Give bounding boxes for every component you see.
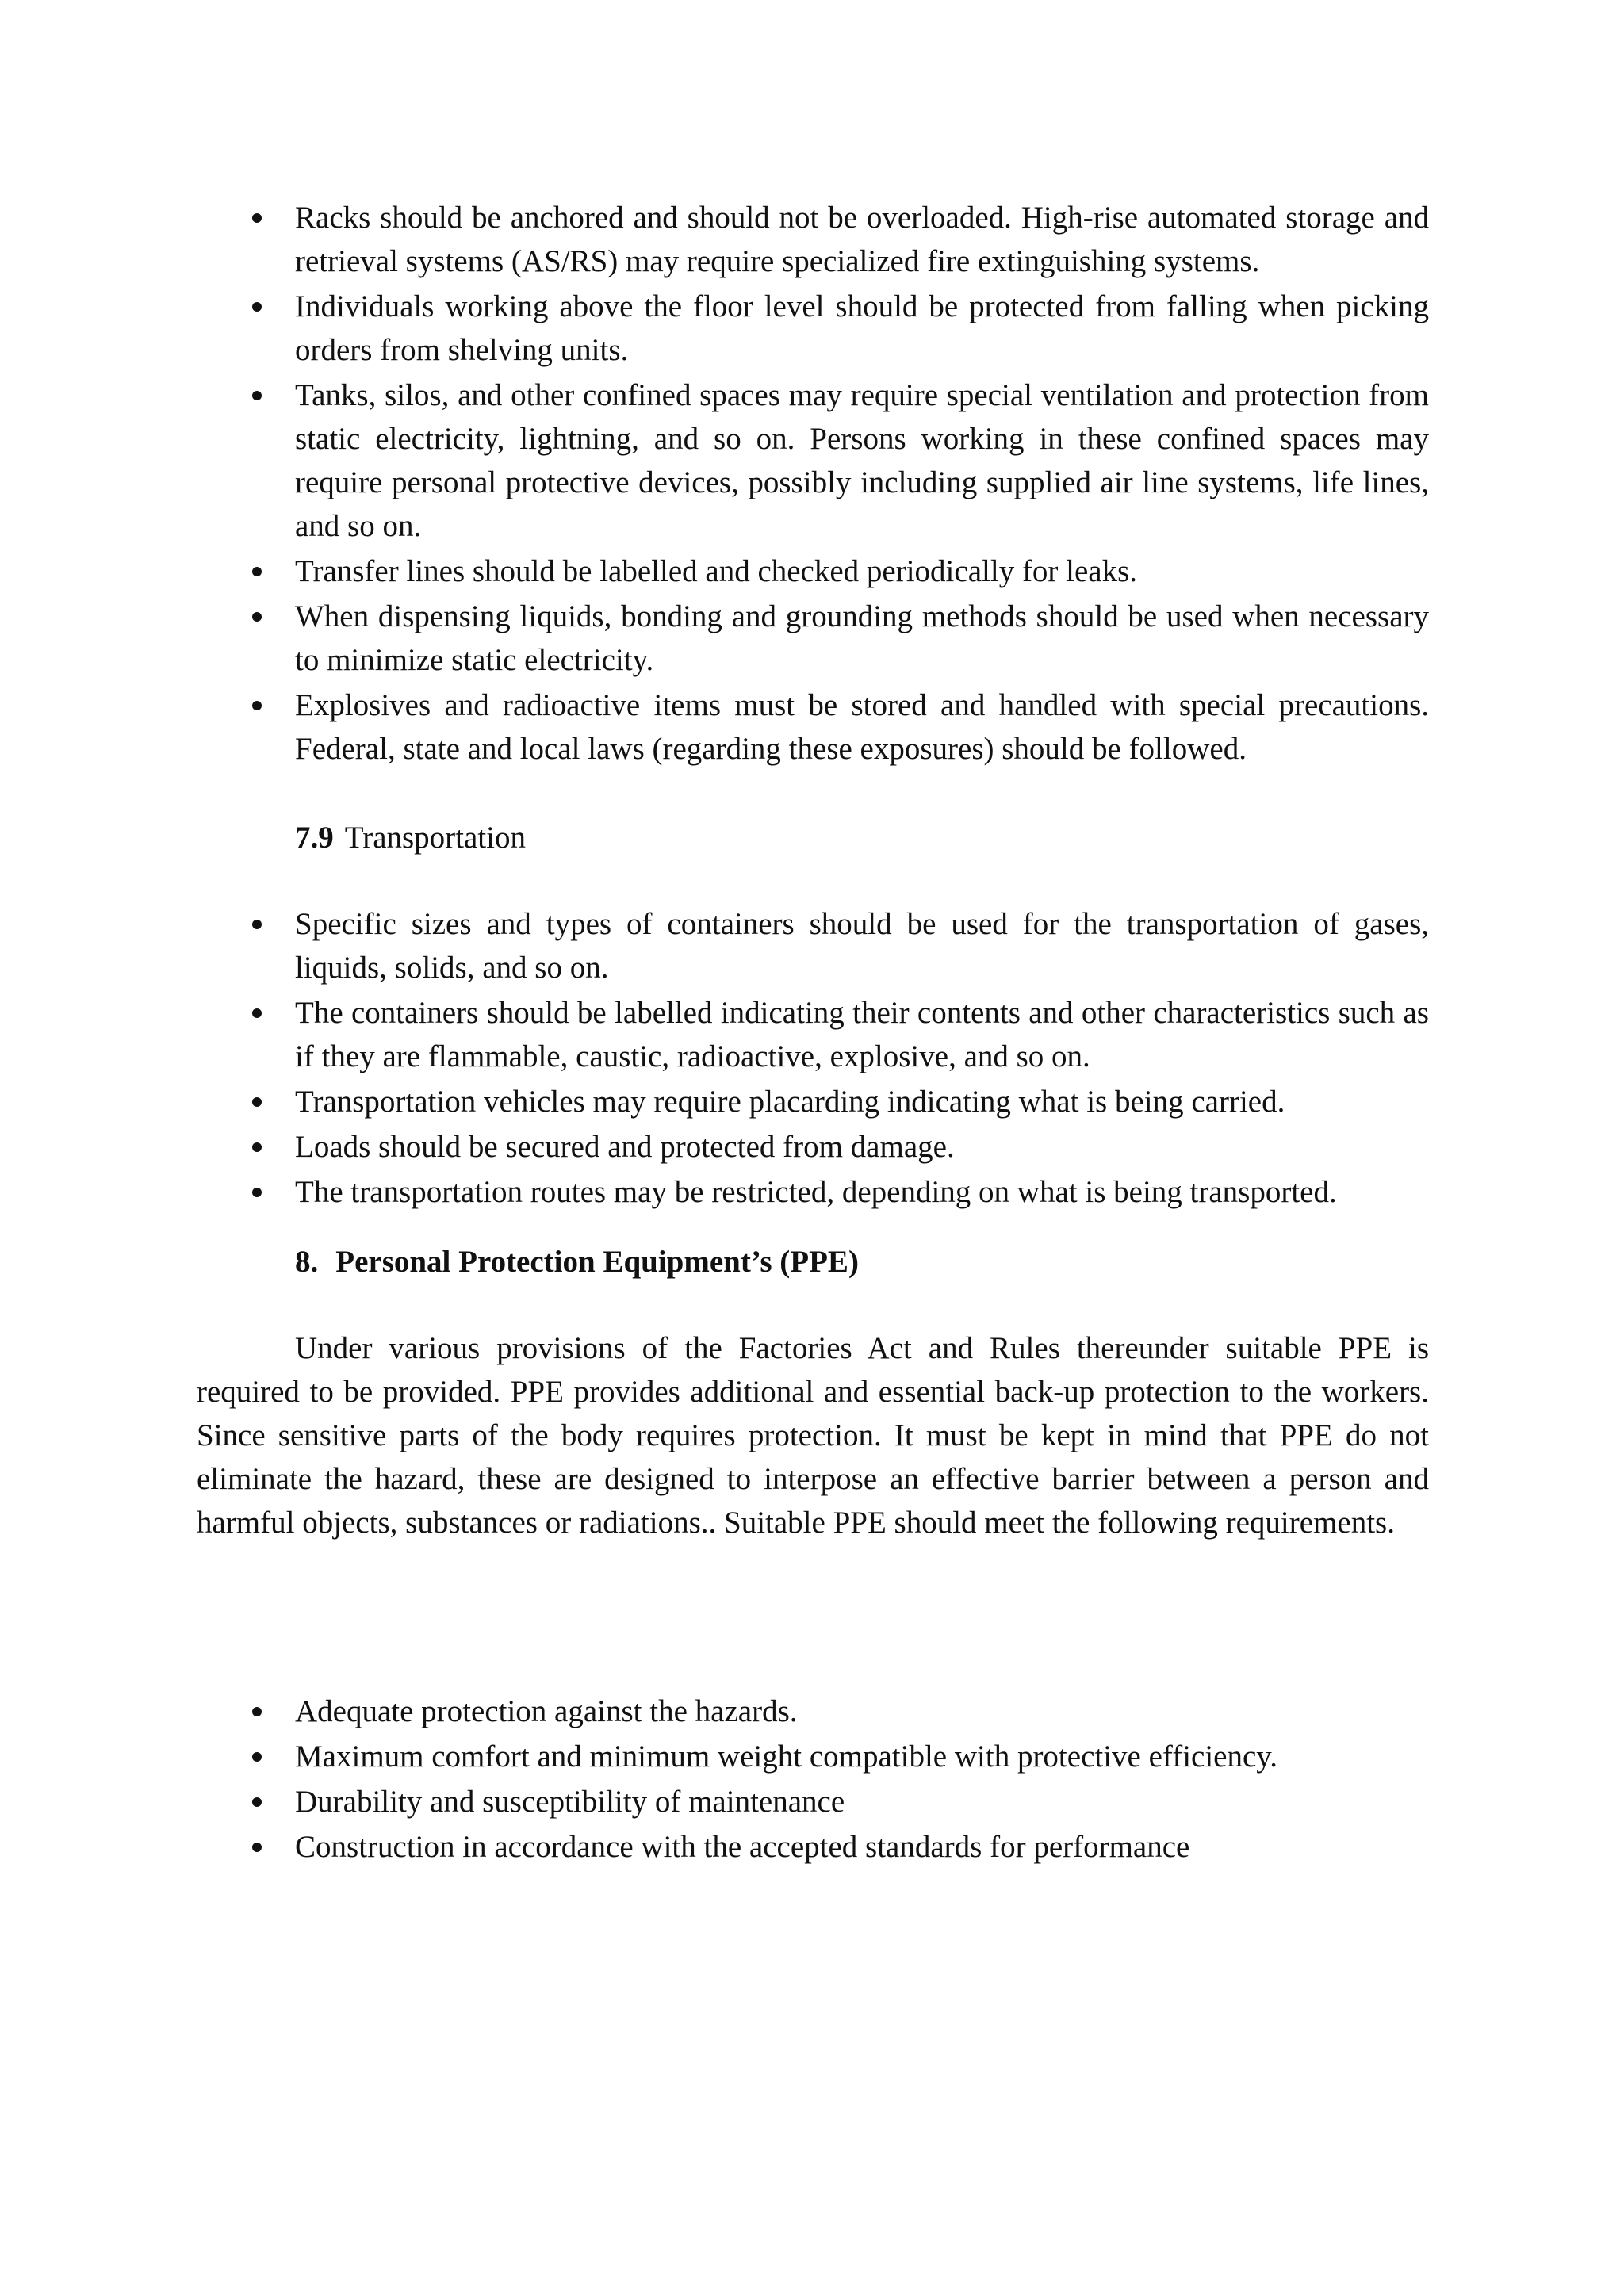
list-item: Maximum comfort and minimum weight compatible with protective efficiency.: [197, 1735, 1429, 1778]
ppe-paragraph: Under various provisions of the Factories Act and Rules thereunder suitable PPE is required to be provided. PPE provides additional and essential back-up protection to the workers. Since sensitive parts of the body requires protection. It must be kept in mind that PPE do not eliminate the hazard, these are designed to interpose an effective barrier between a person and harmful objects, substances or radiations.. Suitable PPE should meet the following requirements.: [197, 1331, 1429, 1540]
bullet-icon: [252, 1707, 262, 1716]
list-item: Construction in accordance with the accepted standards for performance: [197, 1825, 1429, 1869]
bullet-icon: [252, 1843, 262, 1852]
section-heading-ppe: [295, 1240, 859, 1284]
section-number: 7.9: [295, 821, 334, 855]
list-item: The containers should be labelled indicating their contents and other characteristics such as if they are flammable, caustic, radioactive, explosive, and so on.: [197, 991, 1429, 1078]
bullet-icon: [252, 1752, 262, 1762]
bullet-icon: [252, 701, 262, 710]
section-title: Personal Protection Equipment’s (PPE): [335, 1245, 859, 1279]
list-item: Loads should be secured and protected from damage.: [197, 1125, 1429, 1169]
bullet-icon: [252, 1797, 262, 1807]
bullet-icon: [252, 920, 262, 929]
list-item: Racks should be anchored and should not be overloaded. High-rise automated storage and retrieval systems (AS/RS) may require specialized fire extinguishing systems.: [197, 196, 1429, 283]
list-item: Explosives and radioactive items must be stored and handled with special precautions. Federal, state and local laws (regarding these exposures) should be followed.: [197, 683, 1429, 771]
bullet-icon: [252, 213, 262, 223]
list-item: Individuals working above the floor level should be protected from falling when picking orders from shelving units.: [197, 285, 1429, 372]
list-item: Tanks, silos, and other confined spaces may require special ventilation and protection from static electricity, lightning, and so on. Persons working in these confined spaces may require personal protective devices, possibly including supplied air line systems, life lines, and so on.: [197, 373, 1429, 548]
bullet-icon: [252, 391, 262, 400]
list-item: Transfer lines should be labelled and checked periodically for leaks.: [197, 549, 1429, 593]
list-item: Specific sizes and types of containers should be used for the transportation of gases, liquids, solids, and so on.: [197, 902, 1429, 989]
ppe-requirements-list: [197, 1689, 1429, 1870]
list-item: The transportation routes may be restricted, depending on what is being transported.: [197, 1170, 1429, 1214]
section-heading-transportation: [295, 816, 526, 859]
bullet-icon: [252, 1142, 262, 1152]
bullet-icon: [252, 1188, 262, 1197]
transportation-bullet-list: [197, 902, 1429, 1215]
list-item: Durability and susceptibility of maintenance: [197, 1780, 1429, 1823]
bullet-icon: [252, 567, 262, 576]
bullet-icon: [252, 612, 262, 622]
storage-bullet-list: [197, 196, 1429, 772]
section-number: 8.: [295, 1245, 319, 1279]
list-item: Transportation vehicles may require placarding indicating what is being carried.: [197, 1080, 1429, 1123]
bullet-icon: [252, 1097, 262, 1107]
list-item: Adequate protection against the hazards.: [197, 1689, 1429, 1733]
bullet-icon: [252, 1008, 262, 1018]
list-item: When dispensing liquids, bonding and grounding methods should be used when necessary to minimize static electricity.: [197, 595, 1429, 682]
bullet-icon: [252, 302, 262, 312]
section-title: Transportation: [344, 821, 526, 855]
